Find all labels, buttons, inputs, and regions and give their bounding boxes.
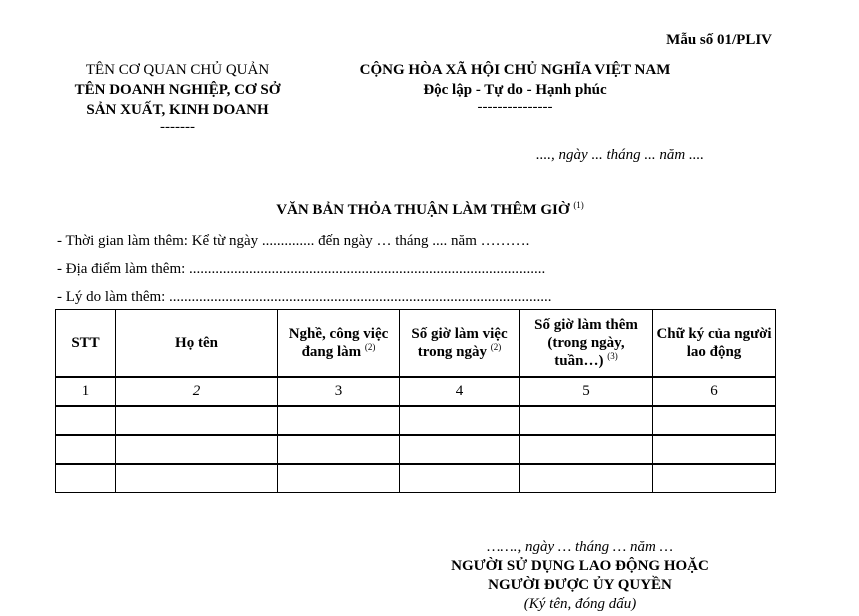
signer-title-line1: NGƯỜI SỬ DỤNG LAO ĐỘNG HOẶC bbox=[451, 558, 709, 574]
header-overtime-hours: Số giờ làm thêm (trong ngày, tuần…) $^{(3)}$ bbox=[520, 310, 653, 378]
table-cell bbox=[116, 435, 278, 464]
form-number: Mẫu số 01/PLIV bbox=[666, 32, 772, 48]
table-cell: 2 bbox=[116, 377, 278, 406]
table-cell bbox=[400, 406, 520, 435]
table-row bbox=[56, 406, 776, 435]
overtime-reason-field: - Lý do làm thêm: ...................................................................................................... bbox=[57, 289, 552, 305]
table-cell bbox=[278, 406, 400, 435]
header-occupation: Nghề, công việc đang làm $^{(2)}$ bbox=[278, 310, 400, 378]
table-header-row bbox=[56, 310, 776, 378]
document-title bbox=[130, 202, 730, 219]
table-cell bbox=[520, 406, 653, 435]
motto-divider: --------------- bbox=[477, 99, 553, 115]
table-cell bbox=[400, 464, 520, 493]
governing-agency-name: TÊN CƠ QUAN CHỦ QUẢN bbox=[85, 62, 270, 78]
table-row bbox=[56, 464, 776, 493]
enterprise-name-line2: SẢN XUẤT, KINH DOANH bbox=[86, 102, 269, 118]
national-header bbox=[330, 60, 700, 114]
table-cell bbox=[56, 406, 116, 435]
table-cell bbox=[278, 435, 400, 464]
table-row bbox=[56, 435, 776, 464]
table-cell bbox=[56, 435, 116, 464]
header-full-name: Họ tên bbox=[116, 310, 278, 378]
header-divider: ------- bbox=[160, 119, 195, 135]
table-cell: 3 bbox=[278, 377, 400, 406]
overtime-period-field: - Thời gian làm thêm: Kể từ ngày .............. đến ngày … tháng .... năm ………. bbox=[57, 233, 530, 249]
table-cell bbox=[116, 406, 278, 435]
employer-signature-block bbox=[380, 538, 780, 614]
enterprise-name-line1: TÊN DOANH NGHIỆP, CƠ SỞ bbox=[74, 82, 281, 98]
signer-title-line2: NGƯỜI ĐƯỢC ỦY QUYỀN bbox=[488, 577, 672, 593]
organization-header bbox=[55, 60, 300, 134]
document-date-line: ...., ngày ... tháng ... năm .... bbox=[536, 147, 704, 163]
table-index-row bbox=[56, 377, 776, 406]
table-cell bbox=[653, 406, 776, 435]
header-employee-signature: Chữ ký của người lao động bbox=[653, 310, 776, 378]
table-cell bbox=[653, 464, 776, 493]
table-cell bbox=[520, 464, 653, 493]
table-cell bbox=[116, 464, 278, 493]
table-cell bbox=[653, 435, 776, 464]
signature-date-line: ……., ngày … tháng … năm … bbox=[487, 539, 673, 555]
overtime-location-field: - Địa điểm làm thêm: ............................................................................................... bbox=[57, 261, 546, 277]
table-cell: 6 bbox=[653, 377, 776, 406]
table-cell: 5 bbox=[520, 377, 653, 406]
table-cell bbox=[278, 464, 400, 493]
overtime-employee-table bbox=[55, 309, 776, 493]
signature-instruction: (Ký tên, đóng dấu) bbox=[523, 596, 637, 612]
title-footnote-marker: (1) bbox=[573, 200, 584, 210]
document-title-text: VĂN BẢN THỎA THUẬN LÀM THÊM GIỜ bbox=[276, 202, 570, 218]
national-motto: Độc lập - Tự do - Hạnh phúc bbox=[423, 82, 607, 98]
header-daily-working-hours: Số giờ làm việc trong ngày $^{(2)}$ bbox=[400, 310, 520, 378]
table-cell: 1 bbox=[56, 377, 116, 406]
table-cell: 4 bbox=[400, 377, 520, 406]
table-cell bbox=[400, 435, 520, 464]
header-stt: STT bbox=[56, 310, 116, 378]
country-name: CỘNG HÒA XÃ HỘI CHỦ NGHĨA VIỆT NAM bbox=[359, 62, 671, 78]
table-cell bbox=[520, 435, 653, 464]
table-cell bbox=[56, 464, 116, 493]
